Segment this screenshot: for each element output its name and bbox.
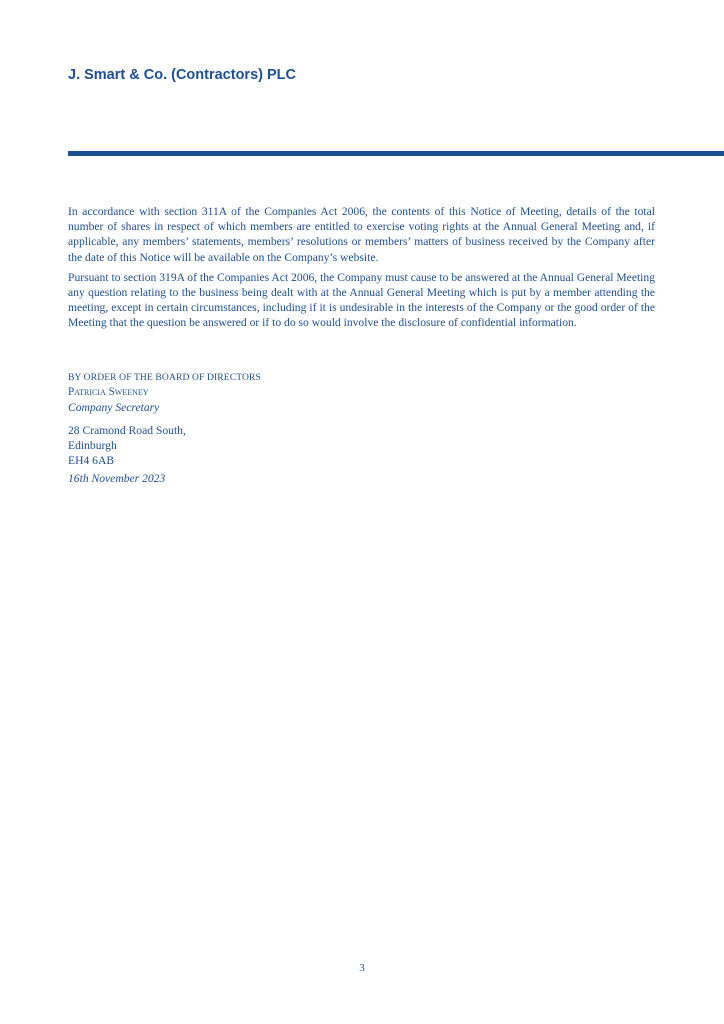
secretary-name: Patricia Sweeney <box>68 386 149 399</box>
company-name: J. Smart & Co. (Contractors) PLC <box>68 67 296 83</box>
address-line: EH4 6AB <box>68 454 115 468</box>
address-line: Edinburgh <box>68 438 117 452</box>
signoff-block <box>68 370 261 486</box>
paragraph-section-319a: Pursuant to section 319A of the Companies Act 2006, the Company must cause to be answered at the Annual General Meeting any question relating to the business being dealt with at the Annual General Meeting which is put by a member attending the meeting, except in certain circumstances, including if it is undesirable in the interests of the Company or the good order of the Meeting that the question be answered or if to do so would involve the disclosure of confidential information. <box>68 270 655 330</box>
notice-body <box>68 204 655 336</box>
paragraph-section-311a: In accordance with section 311A of the Companies Act 2006, the contents of this Notice of Meeting, details of the total number of shares in respect of which members are entitled to exercise voting rights at the Annual General Meeting and, if applicable, any members’ statements, members’ resolutions or members’ matters of business received by the Company after the date of this Notice will be available on the Company’s website. <box>68 205 655 264</box>
page-number: 3 <box>359 962 365 974</box>
address-block <box>68 423 261 469</box>
address-line: 28 Cramond Road South, <box>68 423 186 437</box>
secretary-role: Company Secretary <box>68 401 160 415</box>
board-order-line: BY ORDER OF THE BOARD OF DIRECTORS <box>68 372 261 383</box>
notice-date: 16th November 2023 <box>68 472 166 486</box>
header-divider <box>68 151 724 156</box>
